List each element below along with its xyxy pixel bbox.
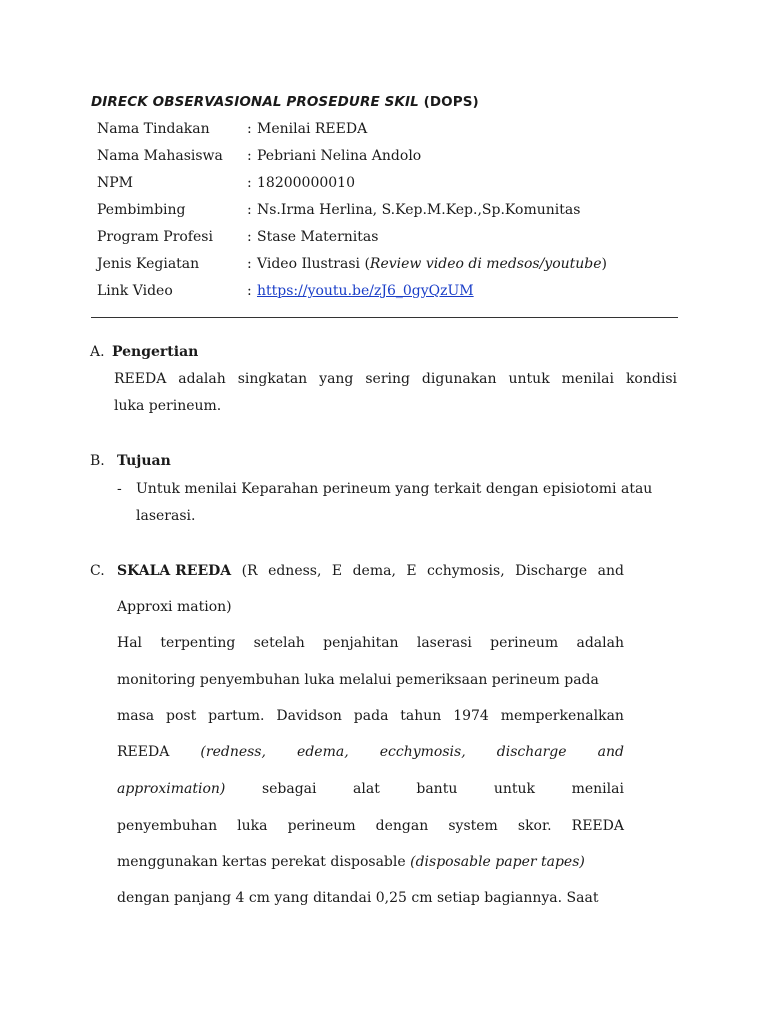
info-label: Link Video (97, 283, 173, 299)
section-c-para-line-6 (117, 818, 624, 834)
word: REEDA (114, 371, 167, 387)
word: kondisi (625, 371, 677, 387)
info-colon: : (247, 175, 252, 191)
info-label: NPM (97, 175, 134, 191)
video-link[interactable]: https://youtu.be/zJ6_0gyQzUM (257, 283, 474, 299)
value-suffix: ) (601, 256, 608, 272)
word: memperkenalkan (500, 708, 624, 724)
word: REEDA (117, 744, 170, 760)
section-c-para-line-8: dengan panjang 4 cm yang ditandai 0,25 cm setiap bagiannya. Saat (117, 890, 599, 906)
word: E (331, 563, 343, 579)
info-label: Jenis Kegiatan (97, 256, 200, 272)
word: E (406, 563, 417, 579)
section-c-para-line-3 (117, 708, 624, 724)
word: laserasi (416, 635, 472, 651)
word: and (597, 744, 624, 760)
info-value: Menilai REEDA (257, 121, 368, 137)
word: Hal (117, 635, 143, 651)
section-b-line-1: Untuk menilai Keparahan perineum yang terkait dengan episiotomi atau (136, 481, 653, 497)
section-c-para-line-4 (117, 744, 624, 760)
title-suffix: (DOPS) (418, 94, 479, 110)
info-value: Stase Maternitas (257, 229, 379, 245)
info-value: Pebriani Nelina Andolo (257, 148, 422, 164)
info-value (257, 283, 474, 299)
section-a-line-2: luka perineum. (114, 398, 222, 414)
section-c-para-line-1 (117, 635, 624, 651)
word: partum. (208, 708, 265, 724)
word: terpenting (160, 635, 236, 651)
info-colon: : (247, 202, 252, 218)
word: Davidson (276, 708, 342, 724)
section-c-para-line-5 (117, 781, 624, 797)
word: 1974 (453, 708, 489, 724)
word: (redness, (200, 744, 266, 760)
section-c-para-line-2: monitoring penyembuhan luka melalui pemeriksaan perineum pada (117, 672, 599, 688)
word: luka (237, 818, 268, 834)
title-main: DIRECK OBSERVASIONAL PROSEDURE SKIL (91, 94, 419, 110)
word: alat (353, 781, 380, 797)
section-letter: C. (90, 563, 105, 579)
word: ecchymosis, (379, 744, 466, 760)
word: setelah (253, 635, 305, 651)
info-colon: : (247, 283, 252, 299)
word: penjahitan (323, 635, 399, 651)
info-colon: : (247, 148, 252, 164)
section-c-heading (90, 563, 117, 579)
section-b-line-2: laserasi. (136, 508, 196, 524)
word: edness, (268, 563, 322, 579)
info-colon: : (247, 229, 252, 245)
word: masa (117, 708, 155, 724)
section-letter: B. (90, 453, 105, 469)
text-italic: (disposable paper tapes) (410, 854, 585, 870)
word: perineum (490, 635, 559, 651)
info-value (257, 256, 607, 272)
bullet-dash: - (117, 481, 122, 497)
word: (R (241, 563, 258, 579)
word: bantu (416, 781, 458, 797)
document-title (91, 94, 479, 110)
section-title: Pengertian (112, 344, 199, 360)
word: digunakan (421, 371, 497, 387)
word: and (597, 563, 624, 579)
section-a-line-1 (114, 371, 677, 387)
word: cchymosis, (427, 563, 505, 579)
word: sebagai (261, 781, 317, 797)
section-c-title-line (117, 563, 624, 579)
word: penyembuhan (117, 818, 218, 834)
word: adalah (576, 635, 624, 651)
word: untuk (493, 781, 536, 797)
word: discharge (496, 744, 567, 760)
word: approximation) (117, 781, 226, 797)
word: dengan (375, 818, 429, 834)
section-b-heading (90, 453, 171, 469)
word: dema, (352, 563, 396, 579)
divider-line (91, 317, 678, 318)
value-italic: Review video di medsos/youtube (369, 256, 602, 272)
info-label: Pembimbing (97, 202, 186, 218)
word: menilai (561, 371, 614, 387)
word: tahun (400, 708, 442, 724)
info-colon: : (247, 121, 252, 137)
text: menggunakan kertas perekat disposable (117, 854, 411, 870)
section-c-para-line-7 (117, 854, 585, 870)
info-colon: : (247, 256, 252, 272)
section-title: Tujuan (117, 453, 171, 469)
word: menilai (571, 781, 624, 797)
value-prefix: Video Ilustrasi ( (257, 256, 370, 272)
section-letter: A. (90, 344, 105, 360)
word: Discharge (515, 563, 588, 579)
section-a-heading (90, 344, 198, 360)
word: post (166, 708, 197, 724)
info-label: Program Profesi (97, 229, 213, 245)
word: skor. (517, 818, 552, 834)
section-title: SKALA REEDA (117, 563, 232, 579)
info-label: Nama Mahasiswa (97, 148, 223, 164)
info-value: 18200000010 (257, 175, 355, 191)
word: untuk (508, 371, 550, 387)
word: system (448, 818, 498, 834)
section-c-title-line-2: Approxi mation) (117, 599, 232, 615)
word: yang (319, 371, 354, 387)
word: sering (365, 371, 410, 387)
word: edema, (297, 744, 349, 760)
word: REEDA (571, 818, 624, 834)
word: singkatan (237, 371, 308, 387)
word: perineum (287, 818, 356, 834)
word: adalah (178, 371, 226, 387)
info-value: Ns.Irma Herlina, S.Kep.M.Kep.,Sp.Komunitas (257, 202, 581, 218)
info-label: Nama Tindakan (97, 121, 210, 137)
word: pada (353, 708, 389, 724)
